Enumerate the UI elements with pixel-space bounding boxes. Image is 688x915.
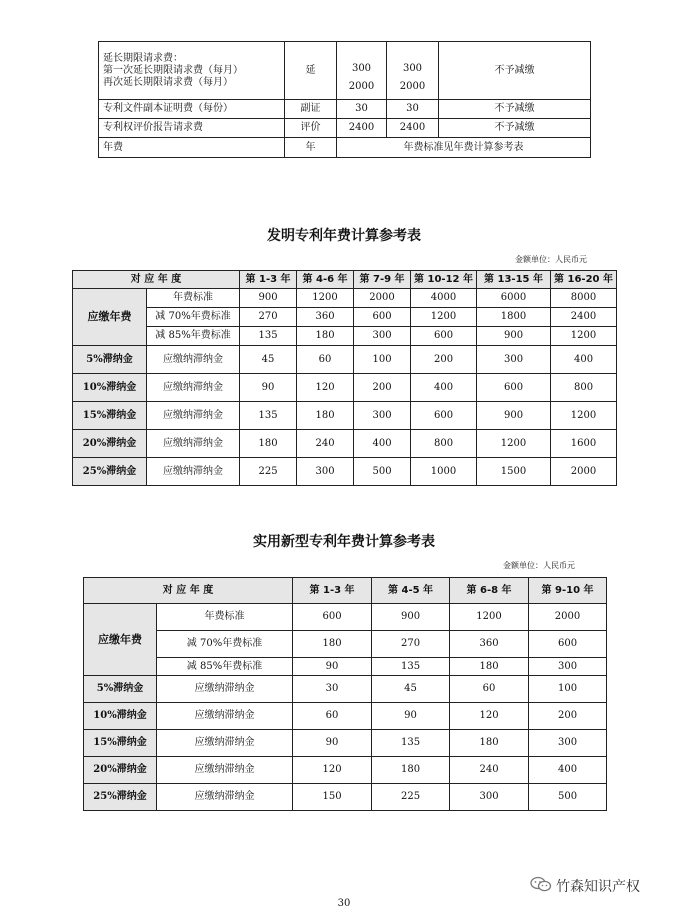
value-cell: 225 bbox=[240, 458, 297, 486]
value-cell: 300 bbox=[354, 402, 411, 430]
table-row bbox=[73, 308, 617, 327]
watermark-text: 竹森知识产权 bbox=[556, 879, 640, 895]
value-cell: 120 bbox=[293, 757, 372, 784]
table-row bbox=[99, 119, 591, 138]
header-cell: 第 6-8 年 bbox=[450, 578, 529, 604]
fee-code: 评价 bbox=[285, 119, 337, 138]
late-fee-rate: 10%滞纳金 bbox=[84, 703, 157, 730]
fee-note: 年费标准见年费计算参考表 bbox=[337, 138, 591, 158]
header-cell: 第 9-10 年 bbox=[529, 578, 607, 604]
value-cell: 45 bbox=[372, 676, 450, 703]
value-cell: 180 bbox=[293, 631, 372, 658]
value-cell: 180 bbox=[240, 430, 297, 458]
value-cell: 270 bbox=[240, 308, 297, 327]
value-cell: 200 bbox=[354, 374, 411, 402]
value-cell: 800 bbox=[411, 430, 477, 458]
invention-fee-table bbox=[72, 270, 617, 486]
value-cell: 200 bbox=[411, 346, 477, 374]
value-cell: 180 bbox=[450, 730, 529, 757]
value-cell: 8000 bbox=[551, 289, 617, 308]
header-cell: 第 10-12 年 bbox=[411, 271, 477, 289]
value-cell: 900 bbox=[477, 327, 551, 346]
value-cell: 90 bbox=[293, 730, 372, 757]
value-cell: 100 bbox=[354, 346, 411, 374]
value-cell: 1200 bbox=[411, 308, 477, 327]
table-row bbox=[84, 757, 607, 784]
value-cell: 600 bbox=[477, 374, 551, 402]
invention-currency-unit: 金额单位：人民币元 bbox=[515, 255, 587, 264]
row-label: 应缴纳滞纳金 bbox=[147, 458, 240, 486]
value-cell: 135 bbox=[240, 327, 297, 346]
value-cell: 1000 bbox=[411, 458, 477, 486]
value-cell: 45 bbox=[240, 346, 297, 374]
value-cell: 400 bbox=[529, 757, 607, 784]
value-cell: 500 bbox=[354, 458, 411, 486]
value-cell: 60 bbox=[297, 346, 354, 374]
value-cell: 6000 bbox=[477, 289, 551, 308]
utility-currency-unit: 金额单位：人民币元 bbox=[503, 561, 575, 570]
late-fee-rate: 20%滞纳金 bbox=[84, 757, 157, 784]
fee-value: 2400 bbox=[337, 119, 387, 138]
table-row bbox=[84, 703, 607, 730]
late-fee-rate: 25%滞纳金 bbox=[73, 458, 147, 486]
header-cell: 对 应 年 度 bbox=[73, 271, 240, 289]
fee-value: 2400 bbox=[387, 119, 439, 138]
watermark bbox=[530, 876, 640, 896]
table-row bbox=[84, 631, 607, 658]
fee-code: 年 bbox=[285, 138, 337, 158]
value-cell: 30 bbox=[293, 676, 372, 703]
header-cell: 第 7-9 年 bbox=[354, 271, 411, 289]
header-cell: 第 16-20 年 bbox=[551, 271, 617, 289]
table-row bbox=[84, 604, 607, 631]
value-cell: 1500 bbox=[477, 458, 551, 486]
fee-value: 30 bbox=[337, 100, 387, 119]
late-fee-rate: 25%滞纳金 bbox=[84, 784, 157, 811]
value-cell: 300 bbox=[477, 346, 551, 374]
header-cell: 第 1-3 年 bbox=[293, 578, 372, 604]
value-cell: 135 bbox=[240, 402, 297, 430]
value-cell: 180 bbox=[297, 402, 354, 430]
table-header bbox=[84, 578, 607, 604]
invention-table-title: 发明专利年费计算参考表 bbox=[267, 228, 421, 244]
value-cell: 900 bbox=[372, 604, 450, 631]
value-cell: 135 bbox=[372, 658, 450, 676]
row-label: 应缴纳滞纳金 bbox=[147, 346, 240, 374]
late-fee-rate: 15%滞纳金 bbox=[73, 402, 147, 430]
value-cell: 600 bbox=[411, 402, 477, 430]
fee-note: 不予减缴 bbox=[439, 119, 591, 138]
table-row bbox=[84, 784, 607, 811]
header-cell: 第 1-3 年 bbox=[240, 271, 297, 289]
header-cell: 对 应 年 度 bbox=[84, 578, 293, 604]
value-cell: 360 bbox=[297, 308, 354, 327]
fee-label: 专利文件副本证明费（每份） bbox=[99, 100, 285, 119]
table-row bbox=[73, 289, 617, 308]
value-cell: 1800 bbox=[477, 308, 551, 327]
row-label: 减 70%年费标准 bbox=[147, 308, 240, 327]
table-row bbox=[73, 346, 617, 374]
row-label: 年费标准 bbox=[147, 289, 240, 308]
table-row bbox=[73, 402, 617, 430]
value-cell: 90 bbox=[293, 658, 372, 676]
value-cell: 240 bbox=[450, 757, 529, 784]
row-label: 应缴纳滞纳金 bbox=[147, 402, 240, 430]
fee-value: 300 2000 bbox=[387, 42, 439, 100]
late-fee-rate: 15%滞纳金 bbox=[84, 730, 157, 757]
value-cell: 300 bbox=[354, 327, 411, 346]
table-row bbox=[73, 458, 617, 486]
table-row bbox=[73, 374, 617, 402]
value-cell: 800 bbox=[551, 374, 617, 402]
utility-fee-table bbox=[83, 577, 607, 811]
value-cell: 4000 bbox=[411, 289, 477, 308]
value-cell: 1200 bbox=[551, 327, 617, 346]
value-cell: 150 bbox=[293, 784, 372, 811]
row-label: 应缴纳滞纳金 bbox=[157, 676, 293, 703]
value-cell: 900 bbox=[477, 402, 551, 430]
value-cell: 300 bbox=[450, 784, 529, 811]
value-cell: 600 bbox=[293, 604, 372, 631]
value-cell: 240 bbox=[297, 430, 354, 458]
wechat-icon bbox=[530, 876, 552, 896]
fee-value: 30 bbox=[387, 100, 439, 119]
row-label: 减 85%年费标准 bbox=[157, 658, 293, 676]
value-cell: 600 bbox=[354, 308, 411, 327]
value-cell: 135 bbox=[372, 730, 450, 757]
value-cell: 1200 bbox=[297, 289, 354, 308]
table-row bbox=[84, 658, 607, 676]
table-row bbox=[99, 138, 591, 158]
table-row bbox=[73, 327, 617, 346]
row-label: 应缴纳滞纳金 bbox=[157, 757, 293, 784]
value-cell: 200 bbox=[529, 703, 607, 730]
late-fee-rate: 5%滞纳金 bbox=[84, 676, 157, 703]
row-label: 应缴纳滞纳金 bbox=[157, 730, 293, 757]
table-row bbox=[84, 730, 607, 757]
value-cell: 500 bbox=[529, 784, 607, 811]
table-row bbox=[99, 100, 591, 119]
due-fee-label: 应缴年费 bbox=[84, 604, 157, 676]
extension-fee-label: 延长期限请求费： 第一次延长期限请求费（每月） 再次延长期限请求费（每月） bbox=[99, 42, 285, 100]
value-cell: 600 bbox=[411, 327, 477, 346]
header-cell: 第 13-15 年 bbox=[477, 271, 551, 289]
value-cell: 300 bbox=[529, 658, 607, 676]
value-cell: 2000 bbox=[354, 289, 411, 308]
due-fee-label: 应缴年费 bbox=[73, 289, 147, 346]
row-label: 应缴纳滞纳金 bbox=[157, 784, 293, 811]
value-cell: 600 bbox=[529, 631, 607, 658]
row-label: 减 85%年费标准 bbox=[147, 327, 240, 346]
value-cell: 400 bbox=[551, 346, 617, 374]
value-cell: 1200 bbox=[551, 402, 617, 430]
value-cell: 360 bbox=[450, 631, 529, 658]
value-cell: 400 bbox=[411, 374, 477, 402]
fee-code: 延 bbox=[285, 42, 337, 100]
value-cell: 90 bbox=[372, 703, 450, 730]
value-cell: 100 bbox=[529, 676, 607, 703]
value-cell: 60 bbox=[293, 703, 372, 730]
row-label: 应缴纳滞纳金 bbox=[147, 430, 240, 458]
value-cell: 1600 bbox=[551, 430, 617, 458]
late-fee-rate: 10%滞纳金 bbox=[73, 374, 147, 402]
fee-label: 年费 bbox=[99, 138, 285, 158]
value-cell: 225 bbox=[372, 784, 450, 811]
row-label: 年费标准 bbox=[157, 604, 293, 631]
header-cell: 第 4-5 年 bbox=[372, 578, 450, 604]
row-label: 减 70%年费标准 bbox=[157, 631, 293, 658]
late-fee-rate: 5%滞纳金 bbox=[73, 346, 147, 374]
value-cell: 120 bbox=[297, 374, 354, 402]
value-cell: 120 bbox=[450, 703, 529, 730]
value-cell: 1200 bbox=[450, 604, 529, 631]
late-fee-rate: 20%滞纳金 bbox=[73, 430, 147, 458]
table-row bbox=[84, 676, 607, 703]
utility-table-title: 实用新型专利年费计算参考表 bbox=[253, 534, 435, 550]
fee-note: 不予减缴 bbox=[439, 100, 591, 119]
value-cell: 1200 bbox=[477, 430, 551, 458]
value-cell: 300 bbox=[297, 458, 354, 486]
value-cell: 2400 bbox=[551, 308, 617, 327]
fee-value: 300 2000 bbox=[337, 42, 387, 100]
fee-code: 副证 bbox=[285, 100, 337, 119]
fee-label: 专利权评价报告请求费 bbox=[99, 119, 285, 138]
table-row bbox=[99, 42, 591, 100]
fee-note: 不予减缴 bbox=[439, 42, 591, 100]
value-cell: 60 bbox=[450, 676, 529, 703]
header-cell: 第 4-6 年 bbox=[297, 271, 354, 289]
row-label: 应缴纳滞纳金 bbox=[157, 703, 293, 730]
value-cell: 2000 bbox=[551, 458, 617, 486]
value-cell: 2000 bbox=[529, 604, 607, 631]
value-cell: 180 bbox=[372, 757, 450, 784]
value-cell: 300 bbox=[529, 730, 607, 757]
page-number: 30 bbox=[337, 898, 351, 909]
table-header bbox=[73, 271, 617, 289]
value-cell: 400 bbox=[354, 430, 411, 458]
value-cell: 180 bbox=[297, 327, 354, 346]
value-cell: 270 bbox=[372, 631, 450, 658]
value-cell: 90 bbox=[240, 374, 297, 402]
table-row bbox=[73, 430, 617, 458]
row-label: 应缴纳滞纳金 bbox=[147, 374, 240, 402]
value-cell: 180 bbox=[450, 658, 529, 676]
fee-table bbox=[98, 41, 591, 158]
value-cell: 900 bbox=[240, 289, 297, 308]
